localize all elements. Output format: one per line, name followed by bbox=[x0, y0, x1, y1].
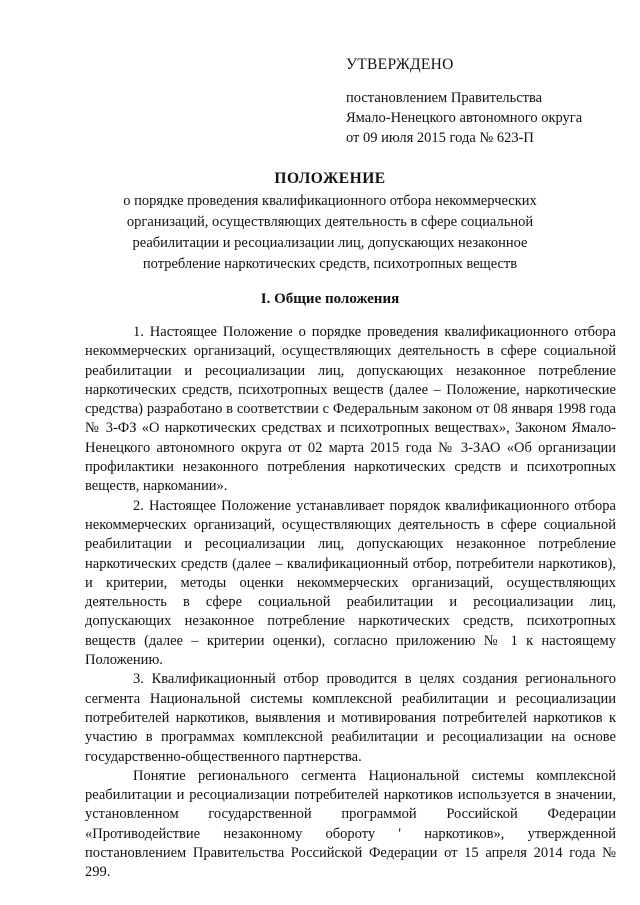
approval-stamp bbox=[346, 56, 626, 148]
paragraph-1: 1. Настоящее Положение о порядке проведения квалификационного отбора некоммерческих организаций, осуществляющих деятельность в сфере социальной реабилитации и ресоциализации лиц, допускающих незаконное потребление наркотических средств, психотропных веществ (далее – Положение, наркотические средства) разработано в соответствии с Федеральным законом от 08 января 1998 года № 3-ФЗ «О наркотических средствах и психотропных веществах», Законом Ямало-Ненецкого автономного округа от 02 марта 2015 года № 3-ЗАО «Об организации профилактики незаконного потребления наркотических средств и психотропных веществ, наркомании». bbox=[85, 324, 616, 495]
paragraph-4: Понятие регионального сегмента Национальной системы комплексной реабилитации и ресоциализации потребителей наркотиков используется в значении, установленном государственной программой Российской Федерации «Противодействие незаконному обороту ' наркотиков», утвержденной постановлением Правительства Российской Федерации от 15 апреля 2014 года № 299. bbox=[85, 767, 616, 881]
approval-title: УТВЕРЖДЕНО bbox=[346, 56, 454, 73]
document-subtitle: о порядке проведения квалификационного отбора некоммерческих организаций, осуществляющих деятельность в сфере социальной реабилитации и ресоциализации лиц, допускающих незаконное потребление наркотических средств, психотропных веществ bbox=[123, 193, 537, 272]
approval-line-1: постановлением Правительства bbox=[346, 90, 543, 106]
approval-line-2: Ямало-Ненецкого автономного округа bbox=[346, 110, 583, 126]
document-title: ПОЛОЖЕНИЕ bbox=[274, 170, 386, 187]
paragraph-3: 3. Квалификационный отбор проводится в целях создания регионального сегмента Национальной системы комплексной реабилитации и ресоциализации потребителей наркотиков, выявления и мотивирования потребителей наркотиков к участию в программах комплексной реабилитации и ресоциализации на основе государственно-общественного партнерства. bbox=[85, 671, 616, 765]
approval-line-3: от 09 июля 2015 года № 623-П bbox=[346, 130, 534, 146]
section-heading: I. Общие положения bbox=[260, 291, 400, 307]
section-body bbox=[85, 323, 616, 883]
paragraph-2: 2. Настоящее Положение устанавливает порядок квалификационного отбора некоммерческих организаций, осуществляющих деятельность в сфере социальной реабилитации и ресоциализации лиц, допускающих незаконное потребление наркотических средств (далее – квалификационный отбор, потребители наркотиков), и критерии, методы оценки некоммерческих организаций, осуществляющих деятельность в сфере социальной реабилитации и ресоциализации лиц, допускающих незаконное потребление наркотических средств, психотропных веществ (далее – критерии оценки), согласно приложению № 1 к настоящему Положению. bbox=[85, 497, 616, 669]
